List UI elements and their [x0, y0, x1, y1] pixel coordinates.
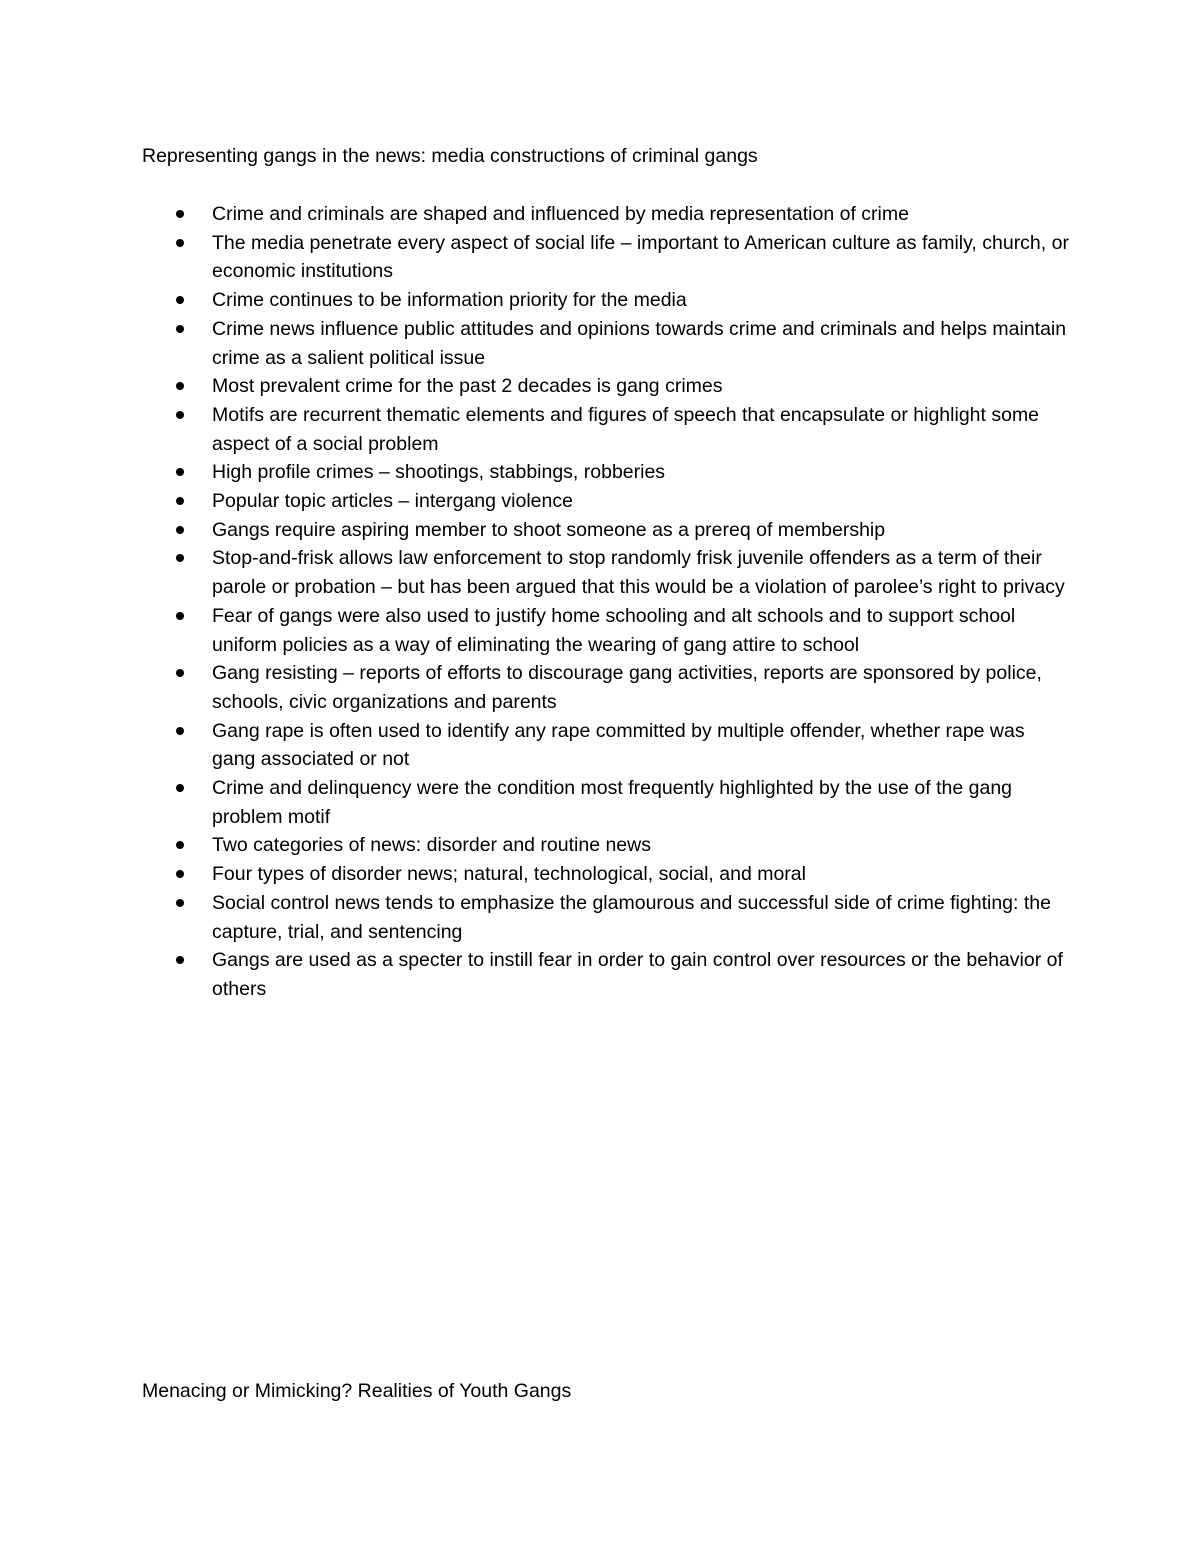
bullet-icon — [176, 210, 184, 218]
list-item — [142, 315, 1072, 372]
bullet-list — [142, 200, 1072, 1004]
section-heading-youth-gangs: Menacing or Mimicking? Realities of Youth Gangs — [142, 1380, 572, 1402]
bullet-icon — [176, 382, 184, 390]
bullet-icon — [176, 956, 184, 964]
list-item — [142, 487, 1072, 516]
list-item-text: High profile crimes – shootings, stabbings, robberies — [212, 461, 666, 484]
list-item — [142, 860, 1072, 889]
list-item — [142, 717, 1072, 774]
bullet-icon — [176, 899, 184, 907]
list-item-text: Four types of disorder news; natural, technological, social, and moral — [212, 863, 806, 886]
bullet-icon — [176, 325, 184, 333]
bullet-icon — [176, 841, 184, 849]
list-item — [142, 286, 1072, 315]
list-item-text: Motifs are recurrent thematic elements and figures of speech that encapsulate or highlight some aspect of a social problem — [212, 403, 1040, 455]
list-item — [142, 889, 1072, 946]
list-item — [142, 946, 1072, 1003]
bullet-icon — [176, 497, 184, 505]
bullet-icon — [176, 468, 184, 476]
list-item — [142, 229, 1072, 286]
bullet-icon — [176, 296, 184, 304]
list-item-text: Gangs are used as a specter to instill fear in order to gain control over resources or the behavior of others — [212, 949, 1063, 1000]
list-item — [142, 659, 1072, 716]
list-item-text: Crime news influence public attitudes and opinions towards crime and criminals and helps maintain crime as a salient political issue — [212, 317, 1067, 369]
list-item-text: Crime and criminals are shaped and influenced by media representation of crime — [212, 203, 909, 225]
section-heading-gangs-in-news: Representing gangs in the news: media constructions of criminal gangs — [142, 145, 758, 167]
list-item — [142, 831, 1072, 860]
list-item-text: Crime continues to be information priority for the media — [212, 289, 687, 312]
bullet-icon — [176, 784, 184, 792]
list-item — [142, 200, 1072, 229]
bullet-icon — [176, 526, 184, 534]
list-item — [142, 372, 1072, 401]
list-item-text: Gangs require aspiring member to shoot someone as a prereq of membership — [212, 518, 886, 541]
list-item-text: Gang rape is often used to identify any rape committed by multiple offender, whether rape was gang associated or not — [212, 719, 1025, 771]
list-item-text: Popular topic articles – intergang violence — [212, 490, 573, 513]
bullet-icon — [176, 554, 184, 562]
list-item — [142, 401, 1072, 458]
list-item-text: Fear of gangs were also used to justify home schooling and alt schools and to support school uniform policies as a way of eliminating the wearing of gang attire to school — [212, 604, 1016, 656]
list-item-text: The media penetrate every aspect of social life – important to American culture as family, church, or economic institutions — [212, 231, 1069, 283]
bullet-icon — [176, 239, 184, 247]
bullet-icon — [176, 727, 184, 735]
list-item-text: Gang resisting – reports of efforts to discourage gang activities, reports are sponsored by police, schools, civic organizations and parents — [212, 662, 1042, 713]
list-item — [142, 602, 1072, 659]
bullet-icon — [176, 669, 184, 677]
list-item — [142, 544, 1072, 601]
list-item-text: Stop-and-frisk allows law enforcement to stop randomly frisk juvenile offenders as a term of their parole or probation – but has been argued that this would be a violation of parolee’s right to privacy — [212, 547, 1065, 599]
bullet-icon — [176, 612, 184, 620]
bullet-icon — [176, 870, 184, 878]
bullet-icon — [176, 411, 184, 419]
list-item-text: Crime and delinquency were the condition most frequently highlighted by the use of the gang problem motif — [212, 777, 1013, 828]
list-item-text: Most prevalent crime for the past 2 decades is gang crimes — [212, 375, 723, 398]
list-item-text: Social control news tends to emphasize the glamourous and successful side of crime fighting: the capture, trial, and sentencing — [212, 891, 1051, 943]
list-item — [142, 774, 1072, 831]
list-item-text: Two categories of news: disorder and routine news — [212, 834, 651, 857]
list-item — [142, 458, 1072, 487]
list-item — [142, 516, 1072, 545]
